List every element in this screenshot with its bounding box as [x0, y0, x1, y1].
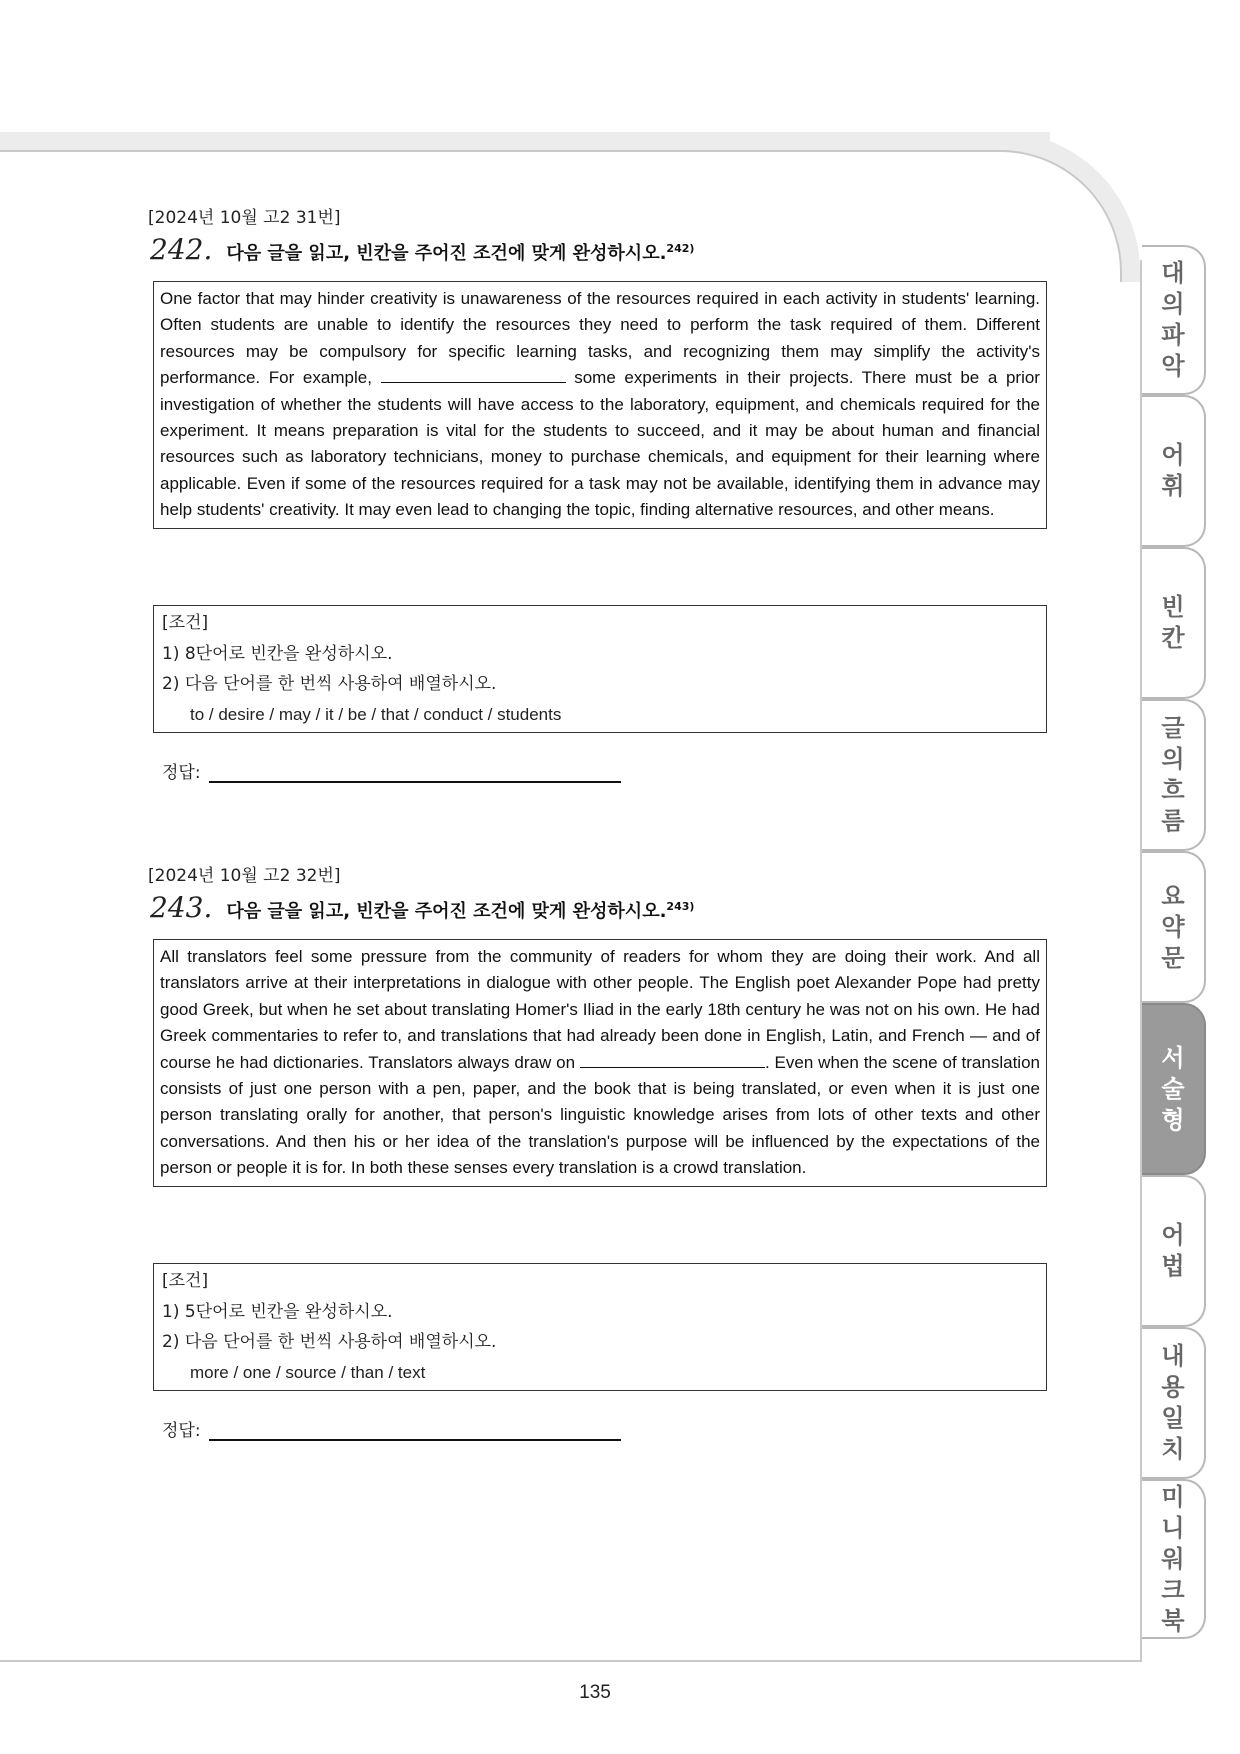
tab-blank[interactable] — [1142, 547, 1206, 699]
question-number: 242. — [150, 233, 213, 266]
tab-char: 파 — [1161, 321, 1185, 349]
question-instruction — [226, 239, 694, 265]
page-frame-top — [0, 132, 1050, 152]
word-bank: more / one / source / than / text — [190, 1362, 426, 1382]
tab-char: 의 — [1161, 745, 1185, 773]
page-number: 135 — [579, 1682, 611, 1703]
passage-blank — [381, 366, 566, 383]
question-source: [2024년 10월 고2 31번] — [148, 208, 341, 228]
instruction-text: 다음 글을 읽고, 빈칸을 주어진 조건에 맞게 완성하시오. — [226, 901, 667, 922]
passage-blank — [580, 1051, 765, 1068]
word-bank: to / desire / may / it / be / that / conduct / students — [190, 704, 562, 724]
tab-vocabulary[interactable] — [1142, 395, 1206, 547]
condition-box — [153, 1263, 1047, 1391]
tab-summary[interactable] — [1142, 851, 1206, 1003]
tab-char: 일 — [1161, 1404, 1185, 1432]
tab-content-match[interactable] — [1142, 1327, 1206, 1479]
question-header — [150, 233, 694, 266]
condition-title: [조건] — [162, 613, 209, 633]
page-frame-bottom — [0, 1660, 1142, 1662]
question-number: 243. — [150, 891, 213, 924]
tab-main-idea[interactable] — [1142, 245, 1206, 395]
tab-char: 휘 — [1161, 472, 1185, 500]
page-frame-corner-line — [990, 150, 1122, 282]
condition-title: [조건] — [162, 1271, 209, 1291]
tab-char: 크 — [1161, 1575, 1185, 1604]
tab-char: 어 — [1161, 441, 1185, 469]
tab-char: 빈 — [1161, 593, 1185, 621]
tab-char: 치 — [1161, 1435, 1185, 1463]
footnote-marker: 243) — [666, 900, 695, 913]
tab-char: 흐 — [1161, 776, 1185, 804]
tab-flow[interactable] — [1142, 699, 1206, 851]
tab-char: 약 — [1161, 912, 1185, 941]
condition-box — [153, 605, 1047, 733]
tab-char: 요 — [1161, 881, 1185, 910]
footnote-marker: 242) — [666, 242, 695, 255]
answer-row — [162, 758, 621, 783]
tab-char: 술 — [1161, 1074, 1185, 1103]
question-instruction — [226, 897, 694, 923]
tab-char: 어 — [1161, 1221, 1185, 1249]
tab-char: 형 — [1161, 1105, 1185, 1134]
tab-char: 악 — [1161, 352, 1185, 380]
tab-char: 서 — [1161, 1043, 1185, 1072]
tab-char: 의 — [1161, 290, 1185, 318]
question-source: [2024년 10월 고2 32번] — [148, 866, 341, 886]
tab-char: 름 — [1161, 807, 1185, 835]
tab-char: 대 — [1161, 259, 1185, 287]
answer-row — [162, 1416, 621, 1441]
passage-text: One factor that may hinder creativity is unawareness of the resources required in each activity in students' learning. Often students are unable to identify the resources they need to perform the task required of them. Different resources may be compulsory for specific learning tasks, and recognizing them may simplify the activity's performance. For example, — [160, 289, 1040, 388]
tab-char: 칸 — [1161, 624, 1185, 652]
tab-char: 법 — [1161, 1252, 1185, 1280]
tab-char: 미 — [1161, 1482, 1185, 1511]
passage-text: All translators feel some pressure from the community of readers for whom they are doing their work. And all translators arrive at their interpretations in dialogue with other people. The English poet Alexander Pope had pretty good Greek, but when he set about translating Homer's Iliad in the early 18th century he was not on his own. He had Greek commentaries to refer to, and translations that had already been done in English, Latin, and French — and of course he had dictionaries. Translators always draw on — [160, 947, 1040, 1072]
passage-box — [153, 939, 1047, 1187]
tab-char: 내 — [1161, 1342, 1185, 1370]
instruction-text: 다음 글을 읽고, 빈칸을 주어진 조건에 맞게 완성하시오. — [226, 243, 667, 264]
answer-line[interactable] — [209, 1419, 621, 1441]
tab-char: 워 — [1161, 1544, 1185, 1573]
condition-item: 2) 다음 단어를 한 번씩 사용하여 배열하시오. — [162, 1332, 497, 1352]
answer-label: 정답: — [162, 763, 201, 783]
passage-text: some experiments in their projects. There must be a prior investigation of whether the students will have access to the laboratory, equipment, and chemicals required for the experiment. It means preparation is vital for the students to succeed, and it may be about human and financial resources such as laboratory technicians, money to purchase chemicals, and equipment for their learning where applicable. Even if some of the resources required for a task may not be available, identifying them in advance may help students' creativity. It may even lead to changing the topic, finding alternative resources, and other means. — [160, 368, 1040, 520]
tab-char: 용 — [1161, 1373, 1185, 1401]
tab-char: 북 — [1161, 1606, 1185, 1635]
tab-descriptive[interactable] — [1142, 1003, 1206, 1175]
tab-char: 문 — [1161, 943, 1185, 972]
answer-line[interactable] — [209, 761, 621, 783]
question-header — [150, 891, 694, 924]
tab-char: 니 — [1161, 1513, 1185, 1542]
tab-mini-workbook[interactable] — [1142, 1479, 1206, 1639]
passage-text: . Even when the scene of translation consists of just one person with a pen, paper, and the book that is being translated, or even when it is just one person translating orally for another, that person's linguistic knowledge arises from lots of other texts and other conversations. And then his or her idea of the translation's purpose will be influenced by the expectations of the person or people it is for. In both these senses every translation is a crowd translation. — [160, 1052, 1040, 1178]
condition-item: 1) 5단어로 빈칸을 완성하시오. — [162, 1301, 393, 1322]
condition-item: 2) 다음 단어를 한 번씩 사용하여 배열하시오. — [162, 674, 497, 694]
tab-char: 글 — [1161, 714, 1185, 742]
answer-label: 정답: — [162, 1421, 201, 1441]
passage-box — [153, 281, 1047, 529]
condition-item: 1) 8단어로 빈칸을 완성하시오. — [162, 643, 393, 664]
tab-grammar[interactable] — [1142, 1175, 1206, 1327]
